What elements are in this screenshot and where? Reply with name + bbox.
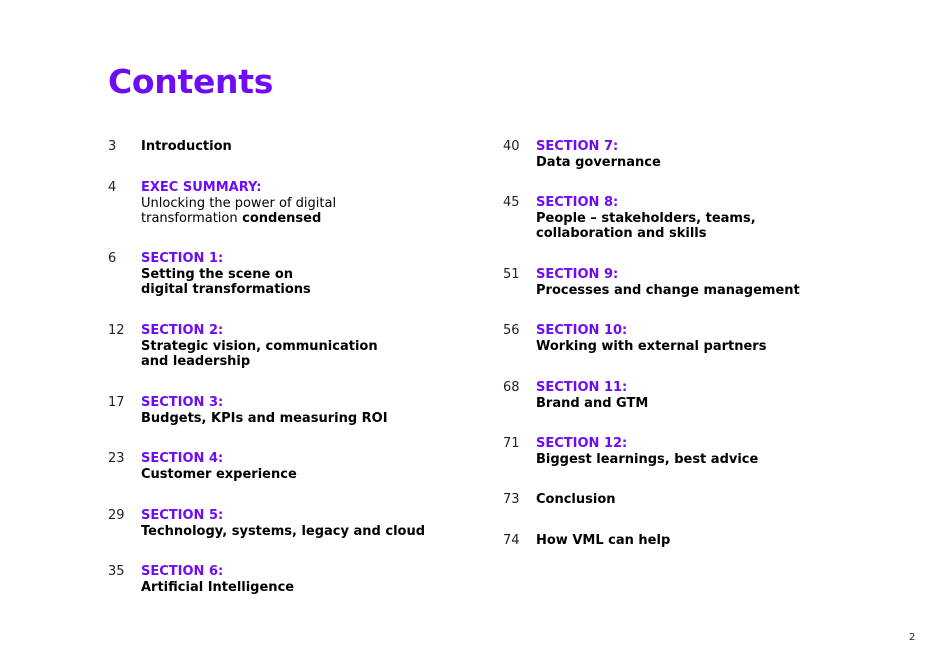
toc-page-number: 35 [108, 564, 125, 579]
toc-entry-title: Biggest learnings, best advice [536, 451, 759, 467]
toc-entry-title: Artificial Intelligence [141, 579, 295, 595]
toc-entry-title: collaboration and skills [536, 226, 707, 241]
toc-page-number: 68 [503, 380, 520, 395]
toc-page-number: 56 [503, 323, 520, 338]
toc-entry-title: Working with external partners [536, 338, 767, 354]
toc-page-number: 3 [108, 139, 117, 154]
toc-section-label: SECTION 1: [141, 251, 224, 266]
toc-section-label: SECTION 7: [536, 139, 619, 154]
toc-page-number: 74 [503, 533, 520, 548]
toc-section-label: SECTION 10: [536, 323, 628, 338]
toc-entry-title: Technology, systems, legacy and cloud [141, 523, 426, 539]
page-number: 2 [909, 632, 916, 643]
toc-section-label: SECTION 11: [536, 380, 628, 395]
toc-page-number: 73 [503, 492, 520, 507]
toc-entry-emphasis: condensed [242, 211, 322, 226]
toc-page-number: 6 [108, 251, 117, 266]
toc-page-number: 40 [503, 139, 520, 154]
toc-entry-title: Strategic vision, communication [141, 338, 378, 354]
toc-page-number: 71 [503, 436, 520, 451]
toc-page-number: 29 [108, 508, 125, 523]
toc-section-label: SECTION 12: [536, 436, 628, 451]
toc-section-label: SECTION 3: [141, 395, 224, 410]
toc-page-number: 17 [108, 395, 125, 410]
toc-section-label: SECTION 6: [141, 564, 224, 579]
toc-section-label: EXEC SUMMARY: [141, 180, 262, 195]
toc-page-number: 51 [503, 267, 520, 282]
toc-entry-title: Brand and GTM [536, 395, 649, 411]
toc-entry-title: Data governance [536, 154, 661, 170]
toc-section-label: SECTION 5: [141, 508, 224, 523]
toc-entry-title: transformation [141, 211, 238, 226]
toc-section-label: SECTION 2: [141, 323, 224, 338]
toc-entry-title: Introduction [141, 139, 232, 154]
toc-page-number: 23 [108, 451, 125, 466]
toc-section-label: SECTION 4: [141, 451, 224, 466]
toc-entry-title: Budgets, KPIs and measuring ROI [141, 410, 388, 426]
toc-entry-title: Processes and change management [536, 282, 800, 298]
toc-page-number: 4 [108, 180, 117, 195]
toc-section-label: SECTION 9: [536, 267, 619, 282]
toc-page-number: 45 [503, 195, 520, 210]
toc-entry-title: How VML can help [536, 533, 671, 548]
page-title: Contents [108, 62, 274, 101]
toc-entry-title: Customer experience [141, 466, 297, 482]
toc-entry-title: and leadership [141, 354, 251, 369]
toc-entry-title: People – stakeholders, teams, [536, 210, 756, 226]
toc-entry-title: Unlocking the power of digital [141, 195, 337, 211]
toc-entry-title: Conclusion [536, 492, 616, 507]
toc-page-number: 12 [108, 323, 125, 338]
toc-section-label: SECTION 8: [536, 195, 619, 210]
toc-entry-title: digital transformations [141, 282, 311, 297]
toc-entry-title: Setting the scene on [141, 266, 294, 282]
